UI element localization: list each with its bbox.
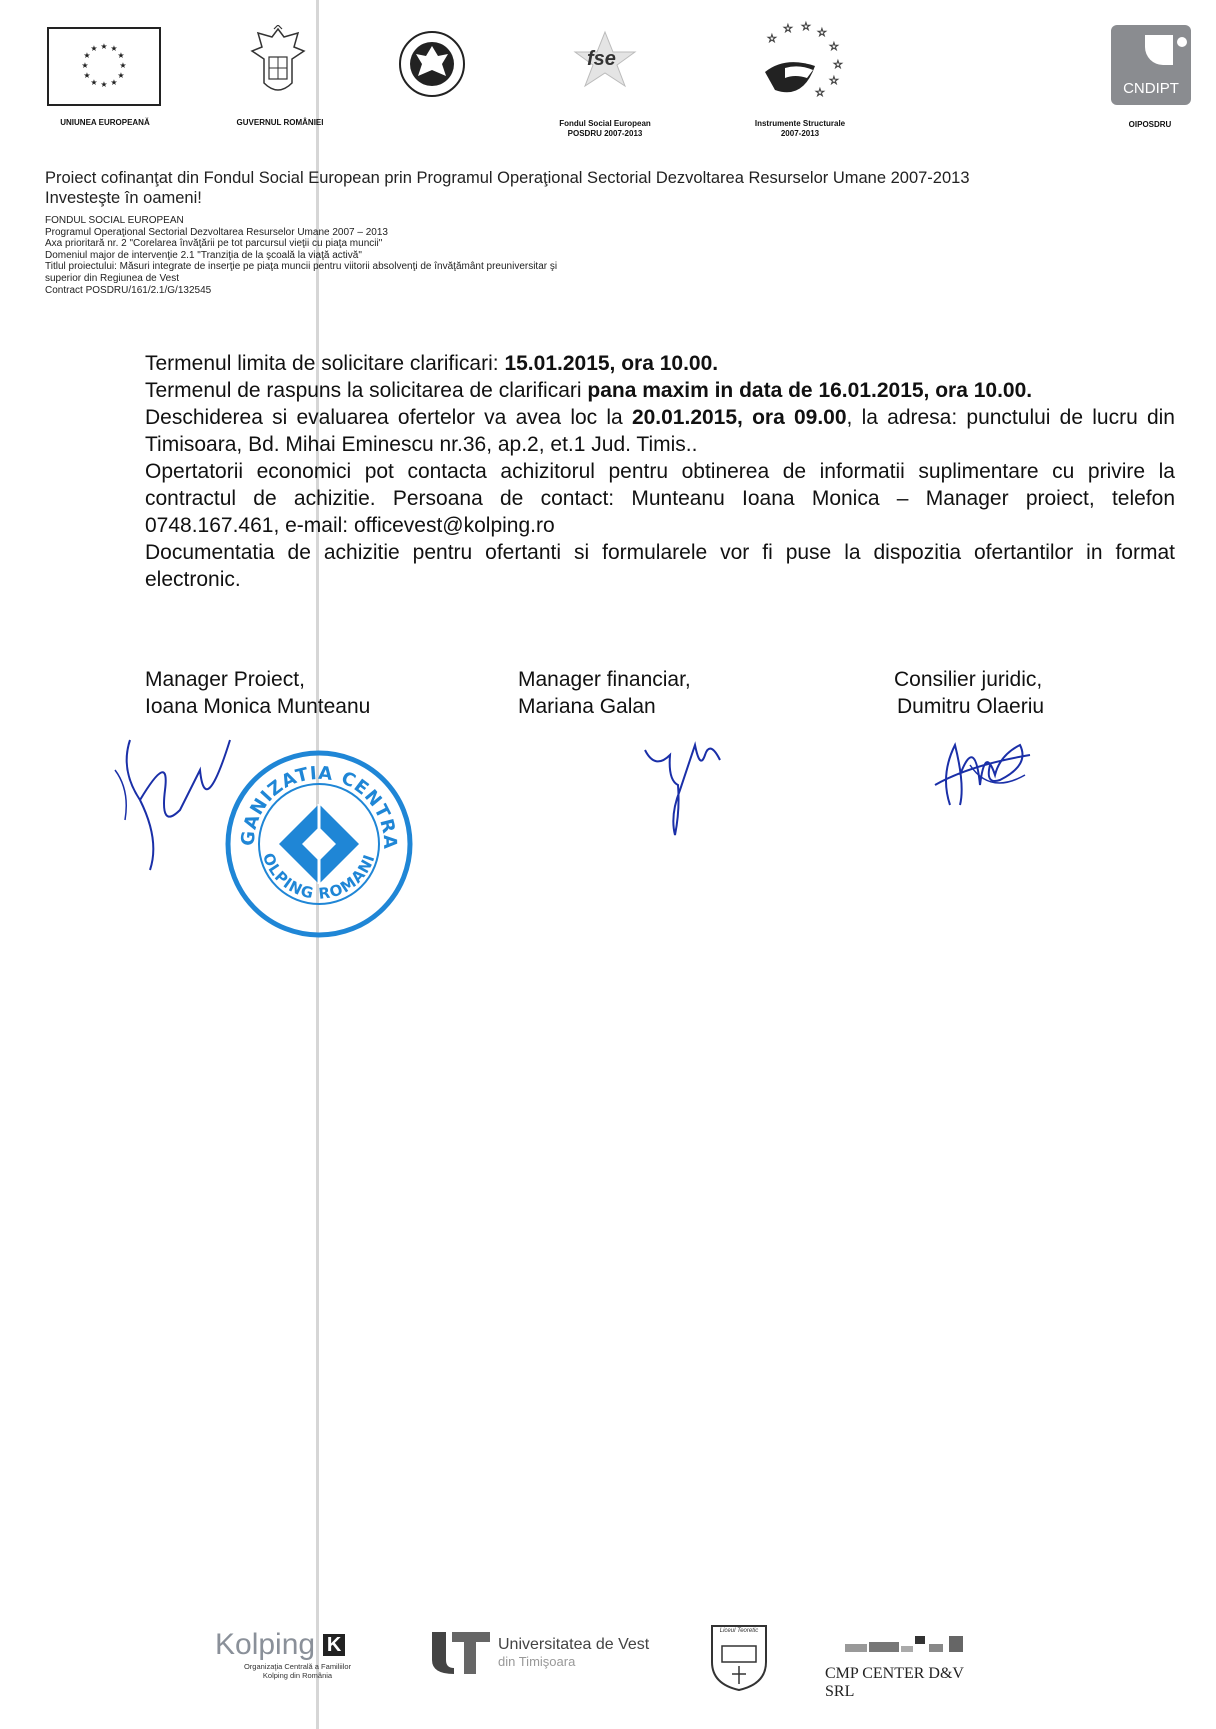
header-line-1: Proiect cofinanţat din Fondul Social European prin Programul Operaţional Sectorial Dezvoltarea Resurselor Umane 2007-2013 (45, 169, 970, 187)
kolping-name: Kolping (215, 1628, 316, 1661)
svg-text:☆: ☆ (767, 32, 777, 45)
romania-coat-of-arms-logo (248, 25, 308, 105)
svg-text:☆: ☆ (801, 20, 811, 33)
kolping-caption-2: Kolping din România (262, 1671, 333, 1680)
handwritten-signature-manager (110, 730, 240, 875)
svg-text:★: ★ (119, 61, 127, 70)
signature-block-manager (145, 666, 370, 720)
header-info-line: superior din Regiunea de Vest (45, 272, 179, 284)
document-body (145, 350, 1175, 593)
svg-text:★: ★ (110, 78, 118, 87)
svg-text:★: ★ (117, 71, 125, 80)
handwritten-signature-legal (930, 725, 1040, 815)
is-caption (725, 119, 875, 139)
liceu-footer-logo (708, 1622, 770, 1692)
fse-caption-line2: POSDRU 2007-2013 (567, 129, 643, 138)
uvt-name-line1: Universitatea de Vest (498, 1636, 650, 1653)
kolping-caption-1: Organizaţia Centrală a Familiilor (243, 1662, 352, 1671)
cndipt-mark: CNDIPT (1123, 80, 1179, 97)
svg-text:★: ★ (81, 61, 89, 70)
kolping-k-icon: K (323, 1634, 345, 1656)
svg-text:★: ★ (100, 80, 108, 89)
svg-text:★: ★ (83, 51, 91, 60)
signature-name: Mariana Galan (518, 695, 656, 718)
header-info-line: Contract POSDRU/161/2.1/G/132545 (45, 284, 212, 296)
header-project-info (45, 215, 805, 296)
eu-stars-icon (49, 29, 159, 104)
ministry-seal-logo (398, 30, 466, 98)
liceu-name: Liceul Teoretic (719, 1628, 759, 1634)
paragraph-contact: Opertatorii economici pot contacta achizitorul pentru obtinerea de informatii suplimentare cu privire la contractul de achizitie. Persoana de contact: Munteanu Ioana Monica – Manager proiect, telefon 0748.167.461, e-mail: officevest@kolping.ro (145, 460, 1175, 537)
is-caption-line2: 2007-2013 (780, 129, 820, 138)
svg-text:☆: ☆ (815, 86, 825, 99)
signature-name: Ioana Monica Munteanu (145, 695, 371, 718)
signature-block-financial (518, 666, 691, 720)
signature-name: Dumitru Olaeriu (897, 695, 1045, 718)
signature-block-legal (894, 666, 1044, 720)
paragraph-response-deadline: Termenul de raspuns la solicitarea de clarificari pana maxim in data de 16.01.2015, ora 10.00. (145, 379, 1033, 402)
svg-text:★: ★ (110, 44, 118, 53)
is-caption-line1: Instrumente Structurale (754, 119, 846, 128)
header-info-line: Domeniul major de intervenţie 2.1 "Tranziţia de la şcoală la viaţă activă" (45, 249, 362, 261)
header-line-2: Investeşte în oameni! (45, 189, 202, 207)
cmp-pixel-mark-icon (825, 1632, 985, 1654)
stamp-text-bottom: OLPING ROMANI (258, 850, 379, 903)
header-info-line: Axa prioritară nr. 2 "Corelarea învăţării pe tot parcursul vieţii cu piaţa muncii" (45, 238, 383, 250)
cmp-footer-logo (825, 1632, 995, 1701)
fse-mark: fse (587, 48, 616, 70)
signature-role: Manager financiar, (518, 668, 691, 691)
handwritten-signature-financial (640, 730, 740, 840)
svg-text:★: ★ (100, 42, 108, 51)
svg-text:★: ★ (117, 51, 125, 60)
uvt-footer-logo (430, 1630, 670, 1675)
svg-text:☆: ☆ (829, 74, 839, 87)
instrumente-structurale-logo (755, 20, 845, 105)
stamp-text-top: GANIZATIA CENTRA (237, 762, 401, 851)
uvt-mark-icon (430, 1630, 492, 1675)
svg-text:★: ★ (83, 71, 91, 80)
kolping-stamp (224, 749, 414, 939)
gov-caption: GUVERNUL ROMÂNIEI (236, 118, 324, 127)
fse-logo (565, 30, 645, 90)
cmp-name: CMP CENTER D&V SRL (825, 1665, 964, 1700)
fse-caption (530, 119, 680, 139)
header-info-line: FONDUL SOCIAL EUROPEAN (45, 215, 184, 226)
header-info-line: Programul Operaţional Sectorial Dezvoltarea Resurselor Umane 2007 – 2013 (45, 226, 388, 238)
signature-role: Manager Proiect, (145, 668, 305, 691)
svg-text:☆: ☆ (833, 58, 843, 71)
eu-flag-logo (47, 27, 161, 106)
paragraph-clarification-deadline: Termenul limita de solicitare clarificari: 15.01.2015, ora 10.00. (145, 352, 719, 375)
svg-text:☆: ☆ (817, 26, 827, 39)
paragraph-opening: Deschiderea si evaluarea ofertelor va avea loc la 20.01.2015, ora 09.00, la adresa: punctului de lucru din Timisoara, Bd. Mihai Eminescu nr.36, ap.2, et.1 Jud. Timis.. (145, 406, 1175, 456)
svg-text:★: ★ (90, 78, 98, 87)
svg-text:☆: ☆ (783, 22, 793, 35)
paragraph-documentation: Documentatia de achizitie pentru ofertanti si formularele vor fi puse la dispozitia ofertantilor in format electronic. (145, 541, 1175, 591)
fse-caption-line1: Fondul Social European (559, 119, 651, 128)
cndipt-logo (1111, 25, 1191, 105)
kolping-footer-logo (215, 1628, 380, 1680)
header-info-line: Titlul proiectului: Măsuri integrate de inserţie pe piaţa muncii pentru viitorii absolvenţi de învăţământ preuniversitar şi (45, 261, 558, 273)
cndipt-caption: OIPOSDRU (1128, 120, 1172, 129)
eu-caption: UNIUNEA EUROPEANĂ (60, 118, 150, 127)
svg-text:☆: ☆ (829, 40, 839, 53)
svg-text:★: ★ (90, 44, 98, 53)
signature-role: Consilier juridic, (894, 668, 1043, 691)
uvt-name-line2: din Timişoara (498, 1654, 576, 1669)
